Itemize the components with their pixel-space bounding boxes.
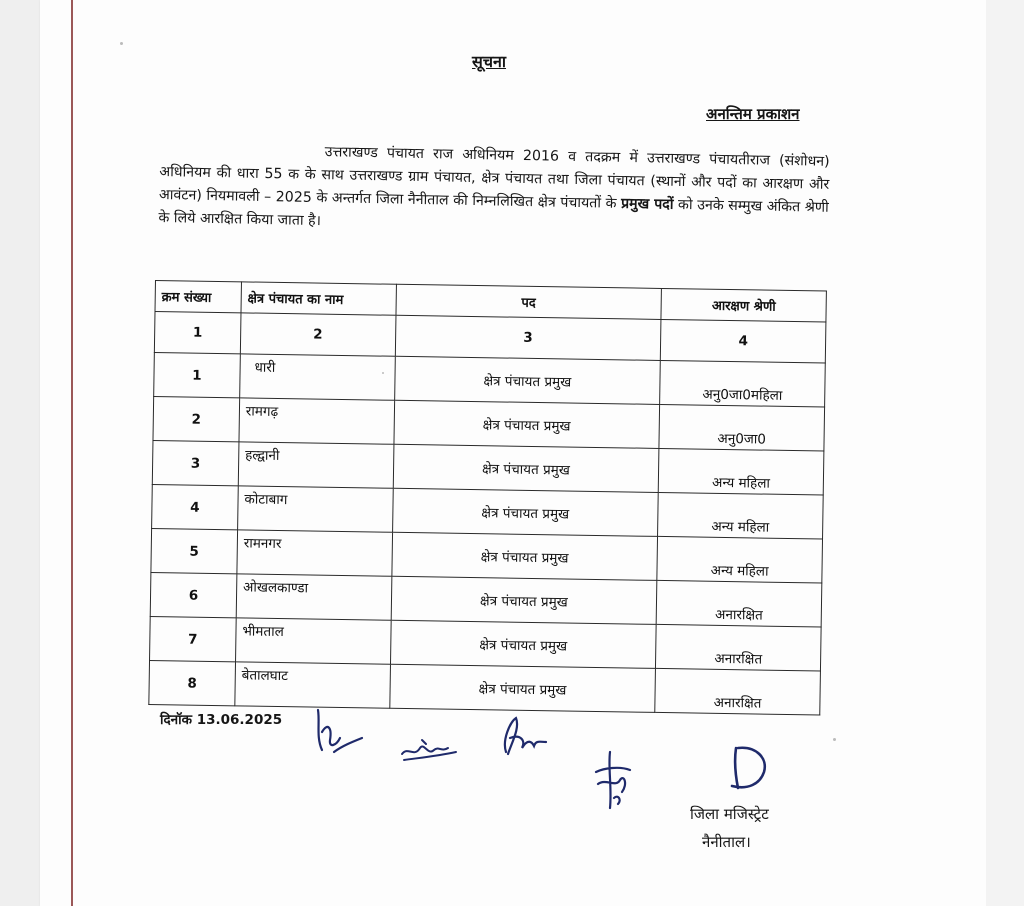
header-serial: क्रम संख्या <box>155 281 241 313</box>
cell-post: क्षेत्र पंचायत प्रमुख <box>390 620 656 668</box>
cell-category: अन्य महिला <box>658 492 823 539</box>
scan-speck <box>120 42 123 45</box>
scan-speck <box>833 738 836 741</box>
cell-serial: 4 <box>152 484 239 529</box>
notice-body-part1: उत्तराखण्ड पंचायत राज अधिनियम 2016 व तदक्रम में उत्तराखण्ड पंचायतीराज (संशोधन) अधिनियम की धारा 55 क के साथ उत्तराखण्ड ग्राम पंचायत, क्षेत्र पंचायत तथा जिला पंचायत (स्थानों और पदों का आरक्षण और आवंटन) नियमावली – 2025 के अन्तर्गत जिला नैनीताल की निम्नलिखित क्षेत्र पंचायतों के <box>158 144 830 212</box>
signatory-designation: जिला मजिस्ट्रेट <box>690 805 769 823</box>
column-number: 4 <box>661 319 826 363</box>
signature-2 <box>398 736 462 766</box>
cell-panchayat-name: हल्द्वानी <box>238 442 393 488</box>
cell-category: अन्य महिला <box>657 536 822 583</box>
reservation-table <box>148 280 827 716</box>
notice-title: सूचना <box>472 52 507 71</box>
cell-category: अनारक्षित <box>656 624 821 671</box>
page-edge-shade <box>986 0 1024 906</box>
cell-post: क्षेत्र पंचायत प्रमुख <box>393 400 659 448</box>
cell-post: क्षेत्र पंचायत प्रमुख <box>393 444 659 492</box>
cell-post: क्षेत्र पंचायत प्रमुख <box>391 576 657 624</box>
cell-serial: 6 <box>150 572 237 617</box>
cell-serial: 3 <box>152 440 239 485</box>
header-category: आरक्षण श्रेणी <box>661 288 826 322</box>
cell-serial: 8 <box>149 660 236 705</box>
cell-panchayat-name: ओखलकाण्डा <box>236 574 391 620</box>
header-panchayat-name: क्षेत्र पंचायत का नाम <box>241 282 396 315</box>
cell-panchayat-name: भीमताल <box>235 618 390 664</box>
cell-category: अनारक्षित <box>655 668 820 715</box>
signature-3 <box>492 712 550 764</box>
header-post: पद <box>395 284 661 319</box>
cell-post: क्षेत्र पंचायत प्रमुख <box>392 488 658 536</box>
signature-4 <box>590 748 636 814</box>
notice-body-part2: को उनके सम्मुख अंकित श्रेणी के लिये आरक्षित किया जाता है। <box>158 196 829 230</box>
column-number: 2 <box>240 313 395 356</box>
cell-serial: 5 <box>151 528 238 573</box>
column-number: 3 <box>395 315 661 360</box>
cell-category: अनु0जा0 <box>659 404 824 451</box>
cell-category: अनु0जा0महिला <box>660 360 825 407</box>
cell-category: अनारक्षित <box>656 580 821 627</box>
signature-5 <box>722 742 772 794</box>
cell-panchayat-name: धारी <box>240 354 395 400</box>
signature-1 <box>308 702 368 764</box>
cell-serial: 2 <box>153 396 240 441</box>
notice-body <box>158 138 830 243</box>
cell-post: क्षेत्र पंचायत प्रमुख <box>389 664 655 712</box>
signatory-location: नैनीताल। <box>702 833 751 851</box>
cell-panchayat-name: कोटाबाग <box>237 486 392 532</box>
signatory-block <box>690 800 769 856</box>
cell-panchayat-name: रामगढ़ <box>239 398 394 444</box>
cell-panchayat-name: बेतालघाट <box>235 662 390 708</box>
paper-margin-line <box>71 0 73 906</box>
notice-body-bold: प्रमुख पदों <box>620 195 674 213</box>
cell-post: क्षेत्र पंचायत प्रमुख <box>394 356 660 404</box>
cell-category: अन्य महिला <box>658 448 823 495</box>
notice-date: दिनॉक 13.06.2025 <box>160 712 283 728</box>
column-number: 1 <box>154 312 241 354</box>
cell-serial: 1 <box>154 352 241 397</box>
cell-panchayat-name: रामनगर <box>237 530 392 576</box>
cell-serial: 7 <box>150 616 237 661</box>
reservation-table-wrap <box>148 280 827 716</box>
cell-post: क्षेत्र पंचायत प्रमुख <box>391 532 657 580</box>
notice-subtitle: अनन्तिम प्रकाशन <box>706 105 800 123</box>
